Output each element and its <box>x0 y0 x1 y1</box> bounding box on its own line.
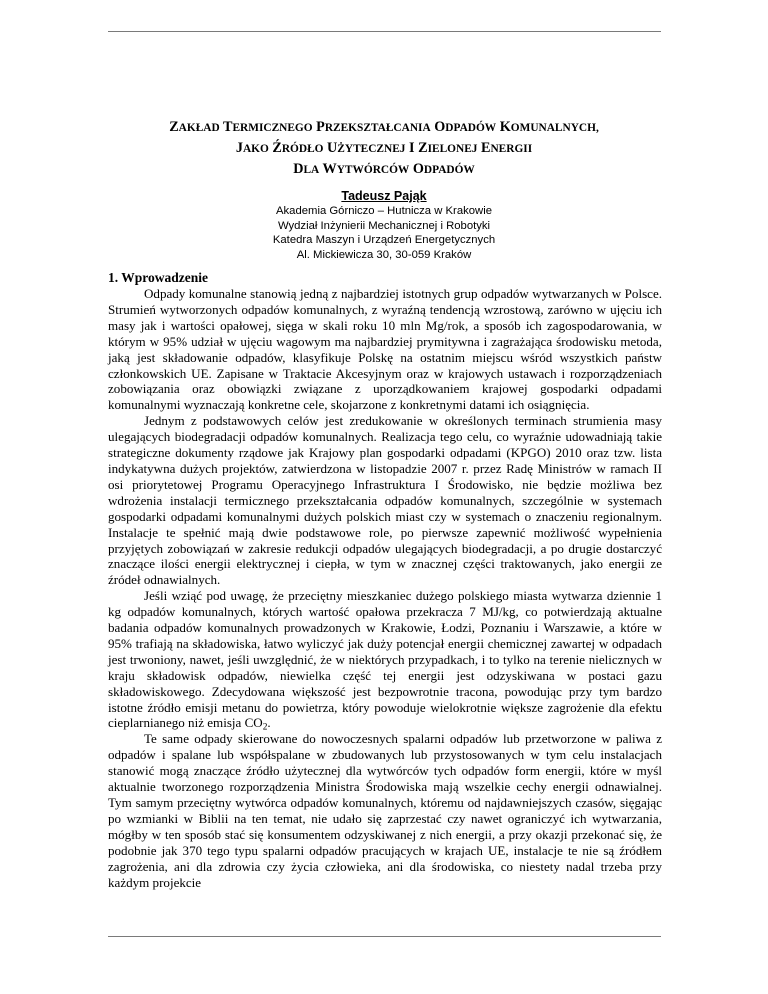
paragraph-1: Odpady komunalne stanowią jedną z najbardziej istotnych grup odpadów wytwarzanych w Polsce. Strumień wytworzonych odpadów komunalnych, z wyraźną tendencją wzrostową, zarówno w ujęciu ich masy jak i wartości opałowej, sięga w skali roku 10 mln Mg/rok, a sposób ich zagospodarowania, w którym w 95% udział w ujęciu wagowym ma najbardziej prymitywna i zagrażająca środowisku metoda, jaką jest składowanie odpadów, klasyfikuje Polskę na ostatnim miejscu wśród wszystkich państw członkowskich UE. Zapisane w Traktacie Akcesyjnym oraz w krajowych ustawach i rozporządzeniach zobowiązania oraz obowiązki związane z uporządkowaniem krajowej gospodarki odpadami komunalnymi wyznaczają konkretne cele, skojarzone z konkretnymi datami ich osiągnięcia. <box>108 286 662 413</box>
affiliation-line-4: Al. Mickiewicza 30, 30-059 Kraków <box>296 248 472 261</box>
affiliation-line-2: Wydział Inżynierii Mechanicznej i Robotyki <box>277 219 491 232</box>
co2-subscript: 2 <box>262 722 268 733</box>
title-line-3: DLA WYTWÓRCÓW ODPADÓW <box>293 161 475 177</box>
bottom-rule <box>108 936 661 937</box>
paragraph-2: Jednym z podstawowych celów jest zredukowanie w określonych terminach strumienia masy ulegających biodegradacji odpadów komunalnych. Realizacja tego celu, co wyraźnie udowadniają takie strategiczne dokumenty rządowe jak Krajowy plan gospodarki odpadami (KPGO) 2010 oraz tzw. lista indykatywna dużych projektów, zatwierdzona w listopadzie 2007 r. przez Radę Ministrów w ramach II osi priorytetowej Programu Operacyjnego Infrastruktura I Środowisko, nie będzie możliwa bez wdrożenia instalacji termicznego przekształcania odpadów komunalnych, szczególnie w systemach gospodarki odpadami komunalnymi dużych polskich miast czy w systemach o znaczeniu regionalnym. Instalacje te spełnić mają dwie podstawowe role, po pierwsze zapewnić możliwość wypełnienia przyjętych zobowiązań w zakresie redukcji odpadów ulegających biodegradacji, a po drugie dostarczyć znaczące ilości energii elektrycznej i ciepła, w tym w znacznej części traktowanych, jako energii ze źródeł odnawialnych. <box>108 413 662 588</box>
affiliation-line-1: Akademia Górniczo – Hutnicza w Krakowie <box>276 205 492 217</box>
author-block <box>100 188 668 262</box>
paragraph-3 <box>108 588 662 731</box>
top-rule <box>108 31 661 32</box>
paragraph-3-end: . <box>267 715 271 731</box>
author-name: Tadeusz Pająk <box>341 189 427 203</box>
paragraph-4: Te same odpady skierowane do nowoczesnych spalarni odpadów lub przetworzone w paliwa z odpadów i spalane lub współspalane w zbudowanych lub przystosowanych w tym celu instalacjach stanowić mogą znaczące źródło użytecznej dla wytwórców tych odpadów form energii, które w myśl aktualnie tworzonego rozporządzenia Ministra Środowiska mają wszelkie cechy energii odnawialnej. Tym samym przeciętny wytwórca odpadów komunalnych, któremu od najdawniejszych czasów, sięgając po wzmianki w Biblii na ten temat, nie udało się zaprzestać czy nawet ograniczyć ich wytwarzania, mógłby w ten sposób stać się konsumentem odzyskiwanej z nich energii, a przy okazji przekonać się, że podobnie jak 370 tego typu spalarni odpadów pracujących w krajach UE, instalacje te nie są źródłem zagrożenia, ani dla zdrowia czy życia człowieka, ani dla środowiska, co niestety nadal trzeba przy każdym projekcie <box>108 731 662 890</box>
title-line-2: JAKO ŹRÓDŁO UŻYTECZNEJ I ZIELONEJ ENERGII <box>235 140 533 156</box>
affiliation-line-3: Katedra Maszyn i Urządzeń Energetycznych <box>272 234 496 246</box>
paper-title <box>100 117 668 180</box>
paragraph-3-text: Jeśli wziąć pod uwagę, że przeciętny mieszkaniec dużego polskiego miasta wytwarza dziennie 1 kg odpadów komunalnych, których wartość opałowa przekracza 7 MJ/kg, co potwierdzają aktualne badania odpadów komunalnych prowadzonych w Krakowie, Łodzi, Poznaniu i Warszawie, a które w 95% trafiają na składowiska, łatwo wyliczyć jak duży potencjał energii chemicznej zawartej w odpadach jest trwoniony, nawet, jeśli uwzględnić, że w niektórych przypadkach, i to tylko na terenie nielicznych w kraju składowisk odpadów, niewielka część tej energii jest odzyskiwana w postaci gazu składowiskowego. Zdecydowana większość jest bezpowrotnie tracona, powodując przy tym bardzo istotne źródło emisji metanu do powietrza, który powoduje wielokrotnie większe zagrożenie dla efektu cieplarnianego niż emisja CO <box>108 588 662 731</box>
section-body <box>108 286 662 890</box>
section-heading: 1. Wprowadzenie <box>108 270 209 285</box>
title-line-1: ZAKŁAD TERMICZNEGO PRZEKSZTAŁCANIA ODPADÓW KOMUNALNYCH, <box>169 119 599 135</box>
